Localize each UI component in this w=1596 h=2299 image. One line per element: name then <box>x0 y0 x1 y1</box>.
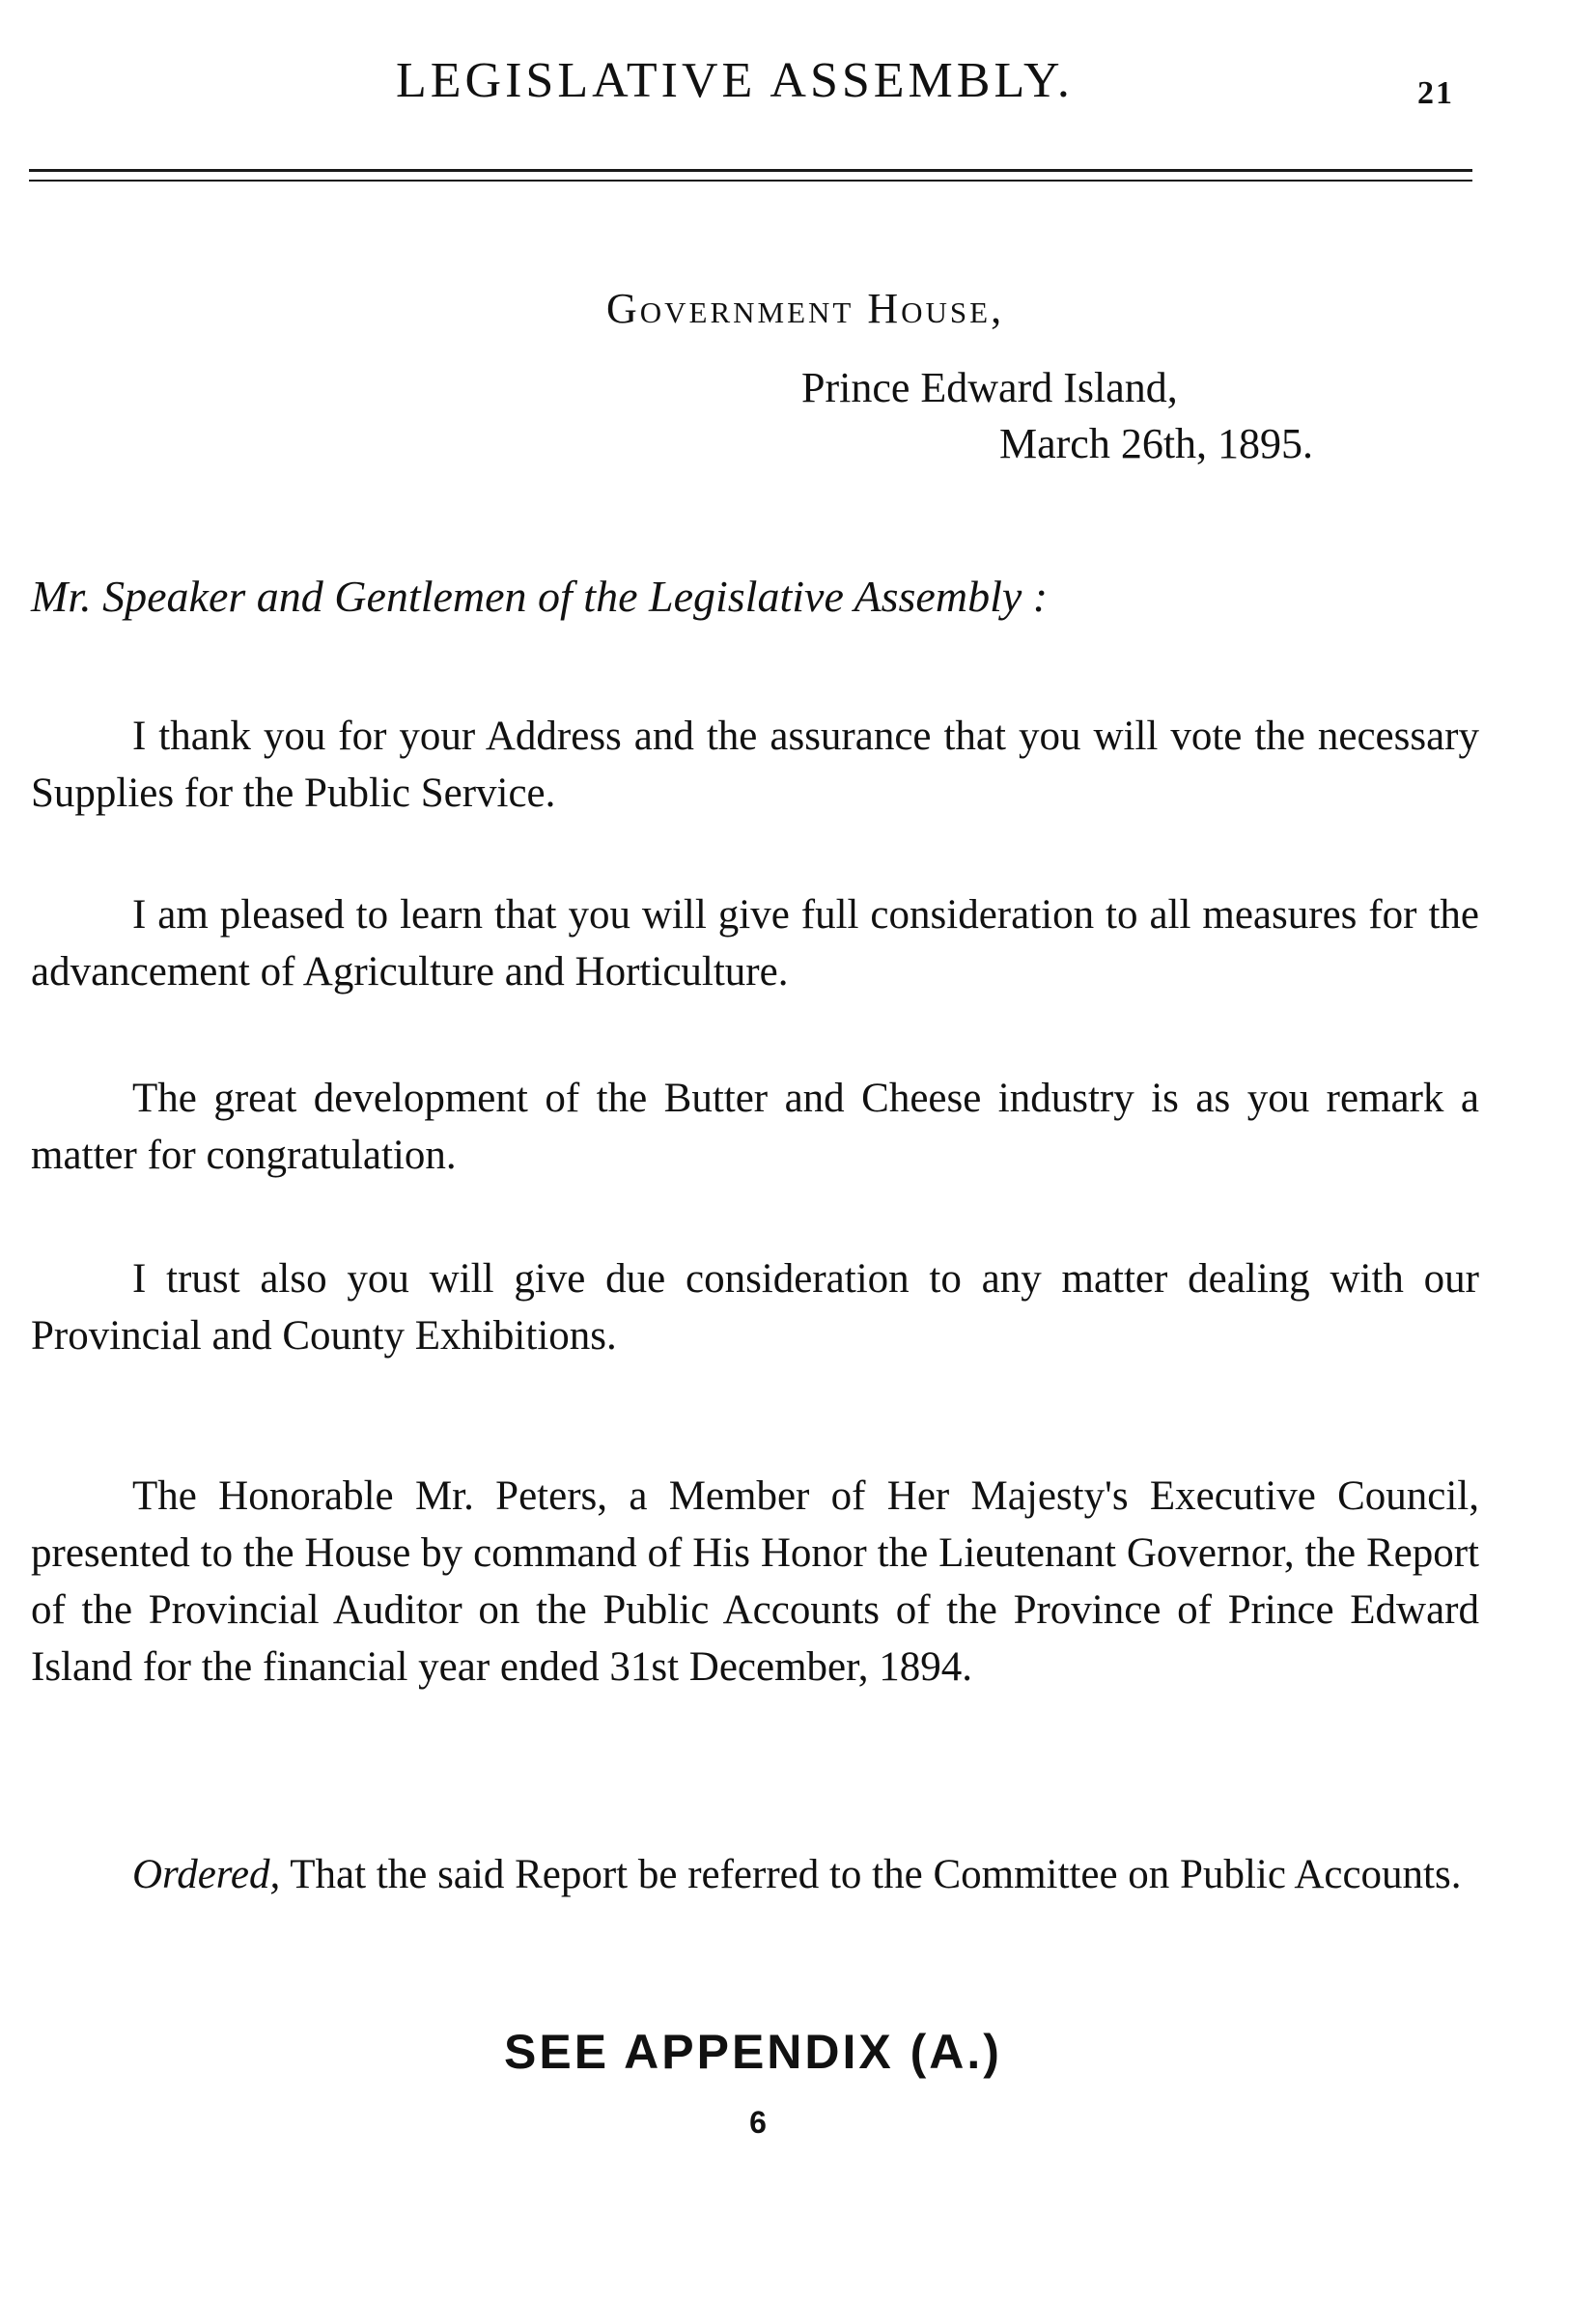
header-rule-bottom <box>29 180 1472 182</box>
paragraph-agriculture: I am pleased to learn that you will give full consideration to all measures for the advancement of Agriculture and Horticulture. <box>31 892 1479 995</box>
paragraph-address-thanks: I thank you for your Address and the assurance that you will vote the necessary Supplies for the Public Service. <box>31 714 1479 816</box>
address-province: Prince Edward Island, <box>801 364 1178 411</box>
header-rule-top <box>29 169 1472 172</box>
page-number: 21 <box>1417 75 1454 111</box>
ordered-text: That the said Report be referred to the Committee on Public Accounts. <box>280 1852 1462 1897</box>
signature-mark: 6 <box>749 2105 767 2140</box>
salutation: Mr. Speaker and Gentlemen of the Legislative Assembly : <box>31 572 1049 621</box>
paragraph-butter-cheese: The great development of the Butter and Cheese industry is as you remark a matter for congratulation. <box>31 1076 1479 1178</box>
address-date: March 26th, 1895. <box>999 420 1314 467</box>
running-header: LEGISLATIVE ASSEMBLY. <box>396 53 1074 108</box>
ordered-label: Ordered, <box>132 1852 281 1897</box>
paragraph-report-presented: The Honorable Mr. Peters, a Member of Her Majesty's Executive Council, presented to the House by command of His Honor the Lieutenant Governor, the Report of the Provincial Auditor on the Public Accounts of the Province of Prince Edward Island for the financial year ended 31st December, 1894. <box>31 1473 1479 1690</box>
paragraph-ordered <box>31 1846 1479 1903</box>
appendix-reference: SEE APPENDIX (A.) <box>504 2025 1002 2079</box>
paragraph-exhibitions: I trust also you will give due consideration to any matter dealing with our Provincial and County Exhibitions. <box>31 1256 1479 1359</box>
address-government-house: Government House, <box>606 285 1005 332</box>
